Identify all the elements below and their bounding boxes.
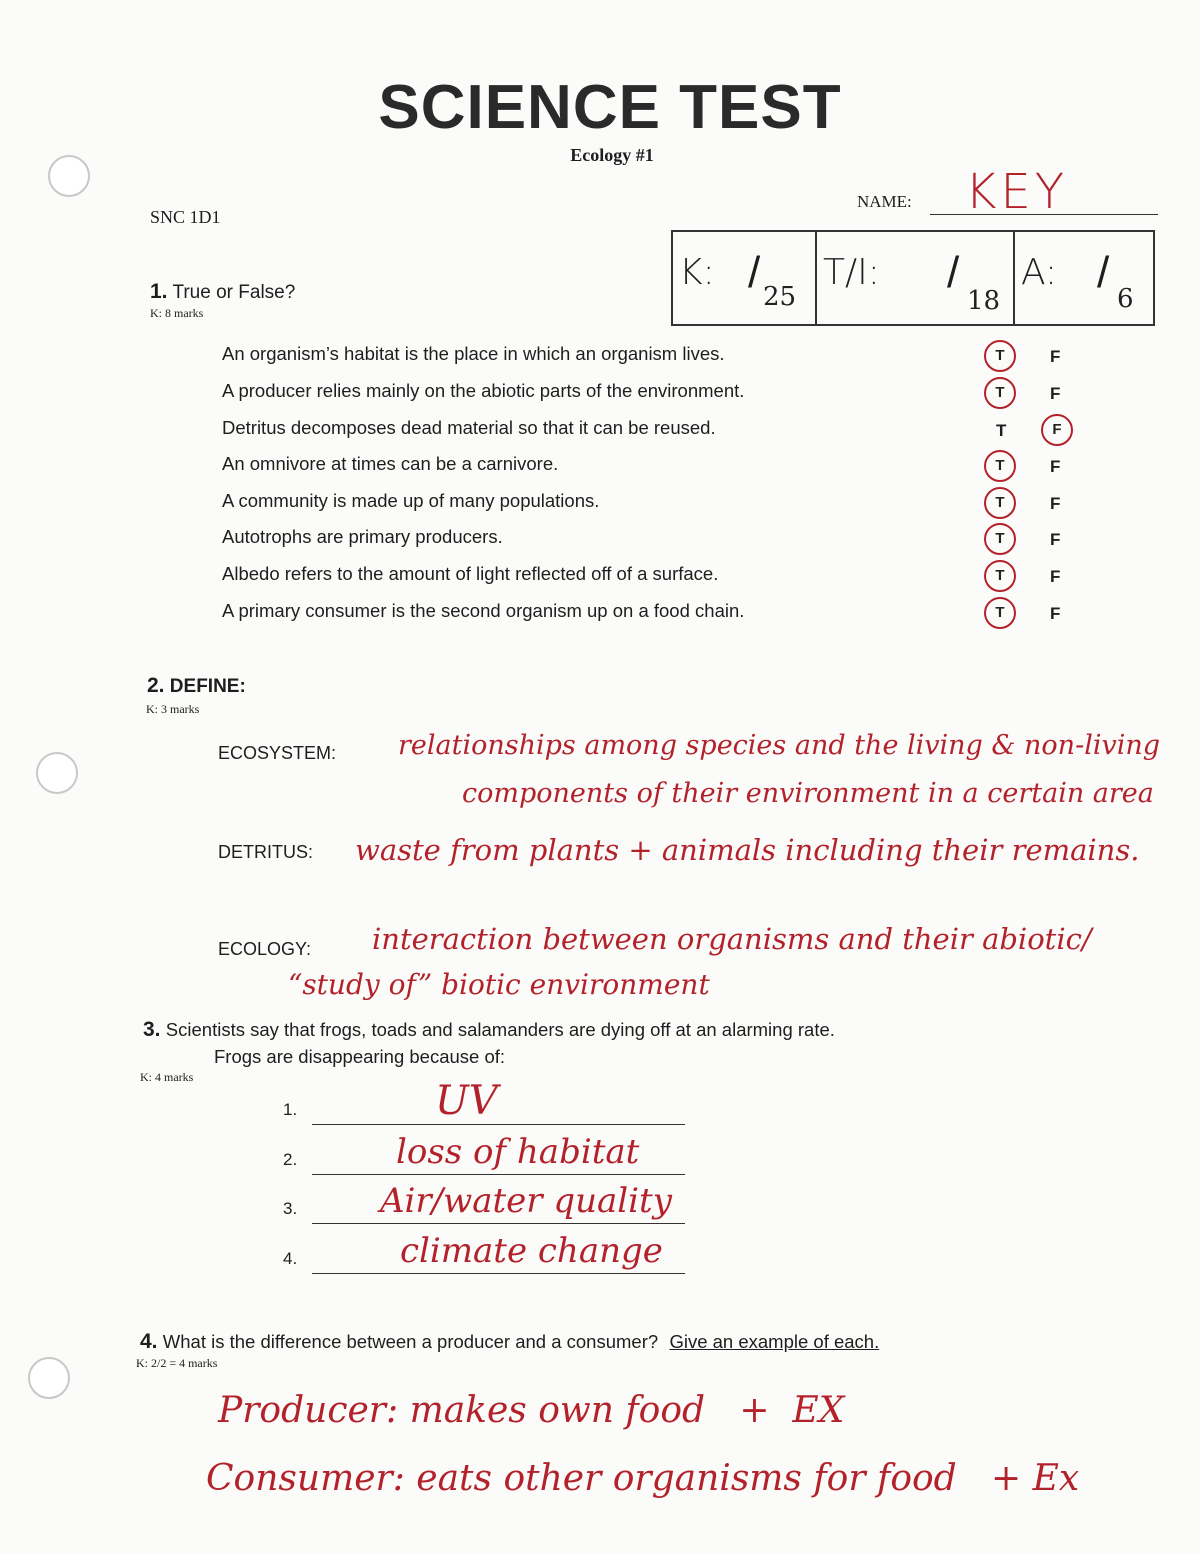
define-answer-ecology-line2: “study of” biotic environment [288,968,710,1001]
score-value: 6 [1117,284,1134,314]
q4-question: What is the difference between a producer and a consumer? [162,1331,659,1352]
tf-option-false[interactable]: F [1050,530,1061,549]
define-label-ecology: ECOLOGY: [218,939,312,959]
define-label-detritus: DETRITUS: [218,842,314,862]
tf-statement: An organism’s habitat is the place in which an organism lives. [222,343,725,364]
q3-answer-text: loss of habitat [396,1132,640,1172]
score-slash: / [748,248,761,297]
q3-answer-number: 1. [283,1100,298,1119]
q3-answer-text: climate change [400,1231,663,1271]
q1-title: True or False? [172,282,296,303]
tf-statement: A primary consumer is the second organism up on a food chain. [222,600,745,621]
q3-answer-number: 2. [283,1150,298,1169]
tf-statement: A community is made up of many populations. [222,490,600,511]
q3-answer-line [312,1223,685,1224]
score-cell-a [1015,232,1153,324]
q2-marks: K: 3 marks [146,702,200,716]
q1-marks: K: 8 marks [150,306,204,320]
score-slash: / [947,248,960,297]
tf-statement: An omnivore at times can be a carnivore. [222,453,559,474]
binder-hole-bottom [28,1357,70,1399]
course-code: SNC 1D1 [150,207,221,227]
q4-heading [140,1330,879,1354]
tf-option-true[interactable]: T [984,487,1016,519]
binder-hole-middle [36,752,78,794]
q1-heading [150,280,295,304]
q3-answer-text: UV [435,1078,498,1124]
define-label-ecosystem: ECOSYSTEM: [218,743,337,763]
tf-statement: Albedo refers to the amount of light reflected off of a surface. [222,563,719,584]
tf-option-true[interactable]: T [984,377,1016,409]
score-cell-k [673,232,817,324]
tf-option-false[interactable]: F [1041,414,1073,446]
name-label: NAME: [857,192,912,211]
tf-option-true[interactable]: T [996,421,1007,440]
tf-option-true[interactable]: T [984,340,1016,372]
q3-marks: K: 4 marks [140,1070,194,1084]
q3-answer-number: 3. [283,1199,298,1218]
q2-number: 2. [147,674,165,697]
q3-question-line2: Frogs are disappearing because of: [214,1046,506,1067]
q2-heading [147,674,246,698]
score-box [671,230,1155,326]
q3-number: 3. [143,1018,161,1041]
score-label: T/I: [823,252,880,293]
tf-option-false[interactable]: F [1050,347,1061,366]
score-cell-ti [817,232,1015,324]
score-label: K: [679,252,715,293]
tf-option-true[interactable]: T [984,523,1016,555]
tf-option-false[interactable]: F [1050,384,1061,403]
q4-number: 4. [140,1330,158,1353]
score-value: 25 [763,282,797,312]
tf-option-false[interactable]: F [1050,457,1061,476]
q4-question-emphasis: Give an example of each. [669,1331,880,1352]
score-value: 18 [967,286,1001,316]
tf-option-true[interactable]: T [984,597,1016,629]
q3-answer-line [312,1174,685,1175]
q2-title: DEFINE: [169,676,246,697]
page-subtitle: Ecology #1 [570,145,654,165]
tf-option-false[interactable]: F [1050,604,1061,623]
q3-answer-line [312,1124,685,1125]
name-value: KEY [965,164,1069,220]
define-answer-ecosystem-line1: relationships among species and the living & non-living [398,730,1161,761]
tf-option-true[interactable]: T [984,450,1016,482]
q3-answer-line [312,1273,685,1274]
q3-answer-text: Air/water quality [380,1181,672,1221]
tf-statement: A producer relies mainly on the abiotic parts of the environment. [222,380,745,401]
tf-option-false[interactable]: F [1050,567,1061,586]
q3-heading [143,1018,835,1042]
tf-statement: Autotrophs are primary producers. [222,526,503,547]
page-title: SCIENCE TEST [378,73,842,142]
tf-statement: Detritus decomposes dead material so that it can be reused. [222,417,716,438]
define-answer-ecology-line1: interaction between organisms and their abiotic/ [372,922,1092,956]
define-answer-ecosystem-line2: components of their environment in a certain area [462,778,1154,809]
q4-answer-line2: Consumer: eats other organisms for food + Ex [206,1458,1080,1499]
q3-question-line1: Scientists say that frogs, toads and salamanders are dying off at an alarming rate. [165,1019,835,1040]
tf-option-false[interactable]: F [1050,494,1061,513]
q3-answer-number: 4. [283,1249,298,1268]
q4-answer-line1: Producer: makes own food + EX [218,1390,845,1431]
q4-marks: K: 2/2 = 4 marks [136,1356,218,1370]
q1-number: 1. [150,280,168,303]
define-answer-detritus-line1: waste from plants + animals including their remains. [355,833,1140,867]
score-slash: / [1097,248,1110,297]
score-label: A: [1021,252,1058,293]
tf-option-true[interactable]: T [984,560,1016,592]
